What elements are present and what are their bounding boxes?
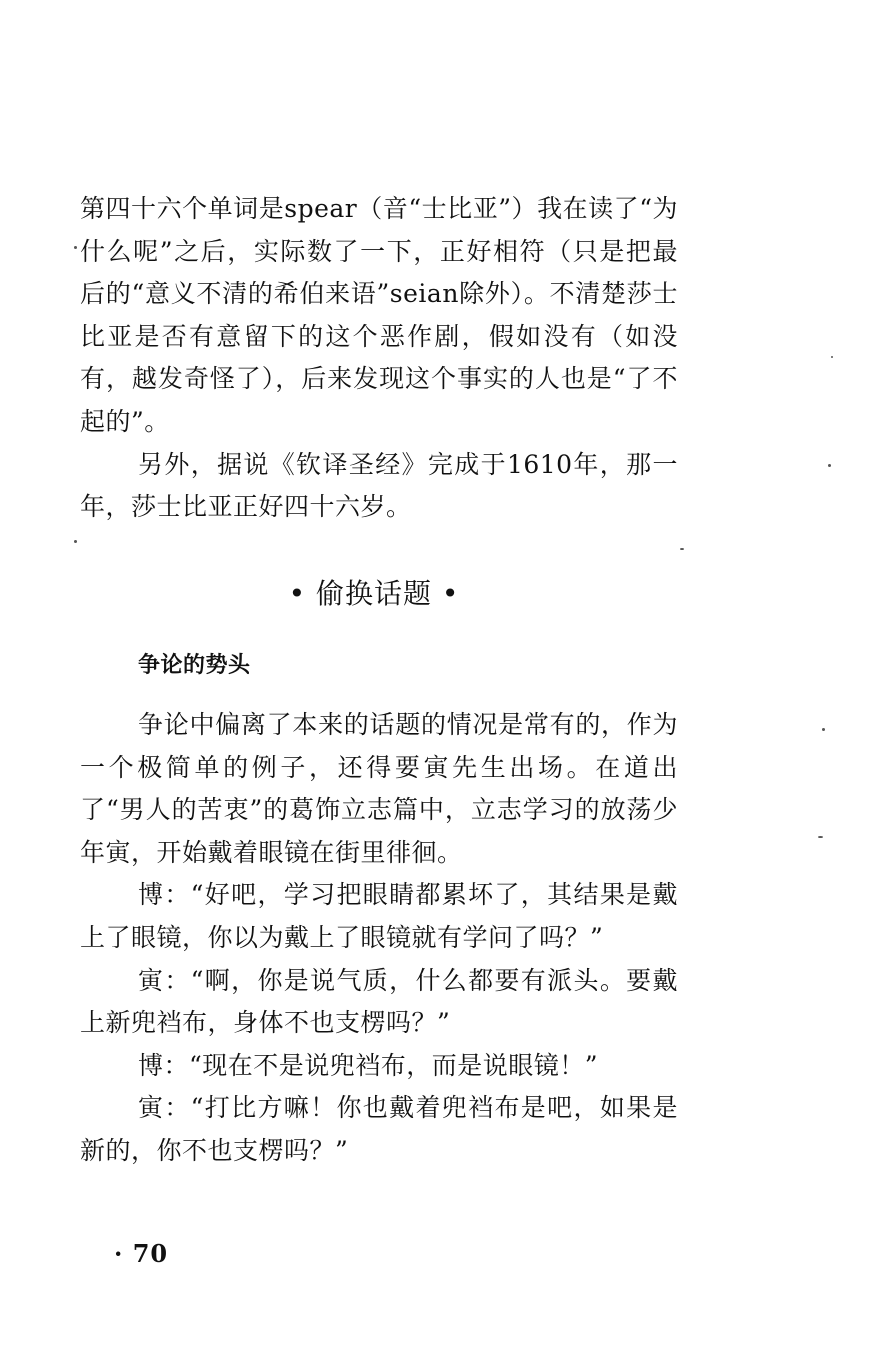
scan-speck (74, 540, 77, 543)
dialogue-line: 博：“现在不是说兜裆布，而是说眼镜！” (138, 1050, 599, 1080)
dialogue-line: 博：“好吧，学习把眼睛都累坏了，其结果是戴上了眼镜，你以为戴上了眼镜就有学问了吗？” (80, 880, 678, 952)
paragraph-bible-year: 另外，据说《钦译圣经》完成于1610年，那一年，莎士比亚正好四十六岁。 (80, 449, 678, 522)
dialogue-line: 寅：“打比方嘛！你也戴着兜裆布是吧，如果是新的，你不也支楞吗？” (80, 1093, 678, 1165)
paragraph-argument-intro: 争论中偏离了本来的话题的情况是常有的，作为一个极简单的例子，还得要寅先生出场。在道出了“男人的苦衷”的葛饰立志篇中，立志学习的放荡少年寅，开始戴着眼镜在街里徘徊。 (80, 710, 678, 867)
scan-speck (828, 464, 831, 467)
scan-speck (831, 356, 833, 358)
scan-speck (680, 548, 684, 550)
dialogue-line: 寅：“啊，你是说气质，什么都要有派头。要戴上新兜裆布，身体不也支楞吗？” (80, 965, 678, 1038)
scan-speck (74, 246, 77, 249)
subheading: 争论的势头 (138, 653, 251, 678)
top-text-block (80, 188, 678, 529)
bottom-text-block (80, 704, 678, 1173)
section-title: • 偷换话题 • (288, 577, 460, 610)
scan-speck (818, 836, 823, 838)
page-number: · 70 (114, 1239, 169, 1268)
scan-speck (822, 728, 825, 731)
paragraph-spear-count: 第四十六个单词是spear（音“士比亚”）我在读了“为什么呢”之后，实际数了一下，正好相符（只是把最后的“意义不清的希伯来语”seian除外）。不清楚莎士比亚是否有意留下的这个恶作剧，假如没有（如没有，越发奇怪了），后来发现这个事实的人也是“了不起的”。 (80, 194, 678, 436)
